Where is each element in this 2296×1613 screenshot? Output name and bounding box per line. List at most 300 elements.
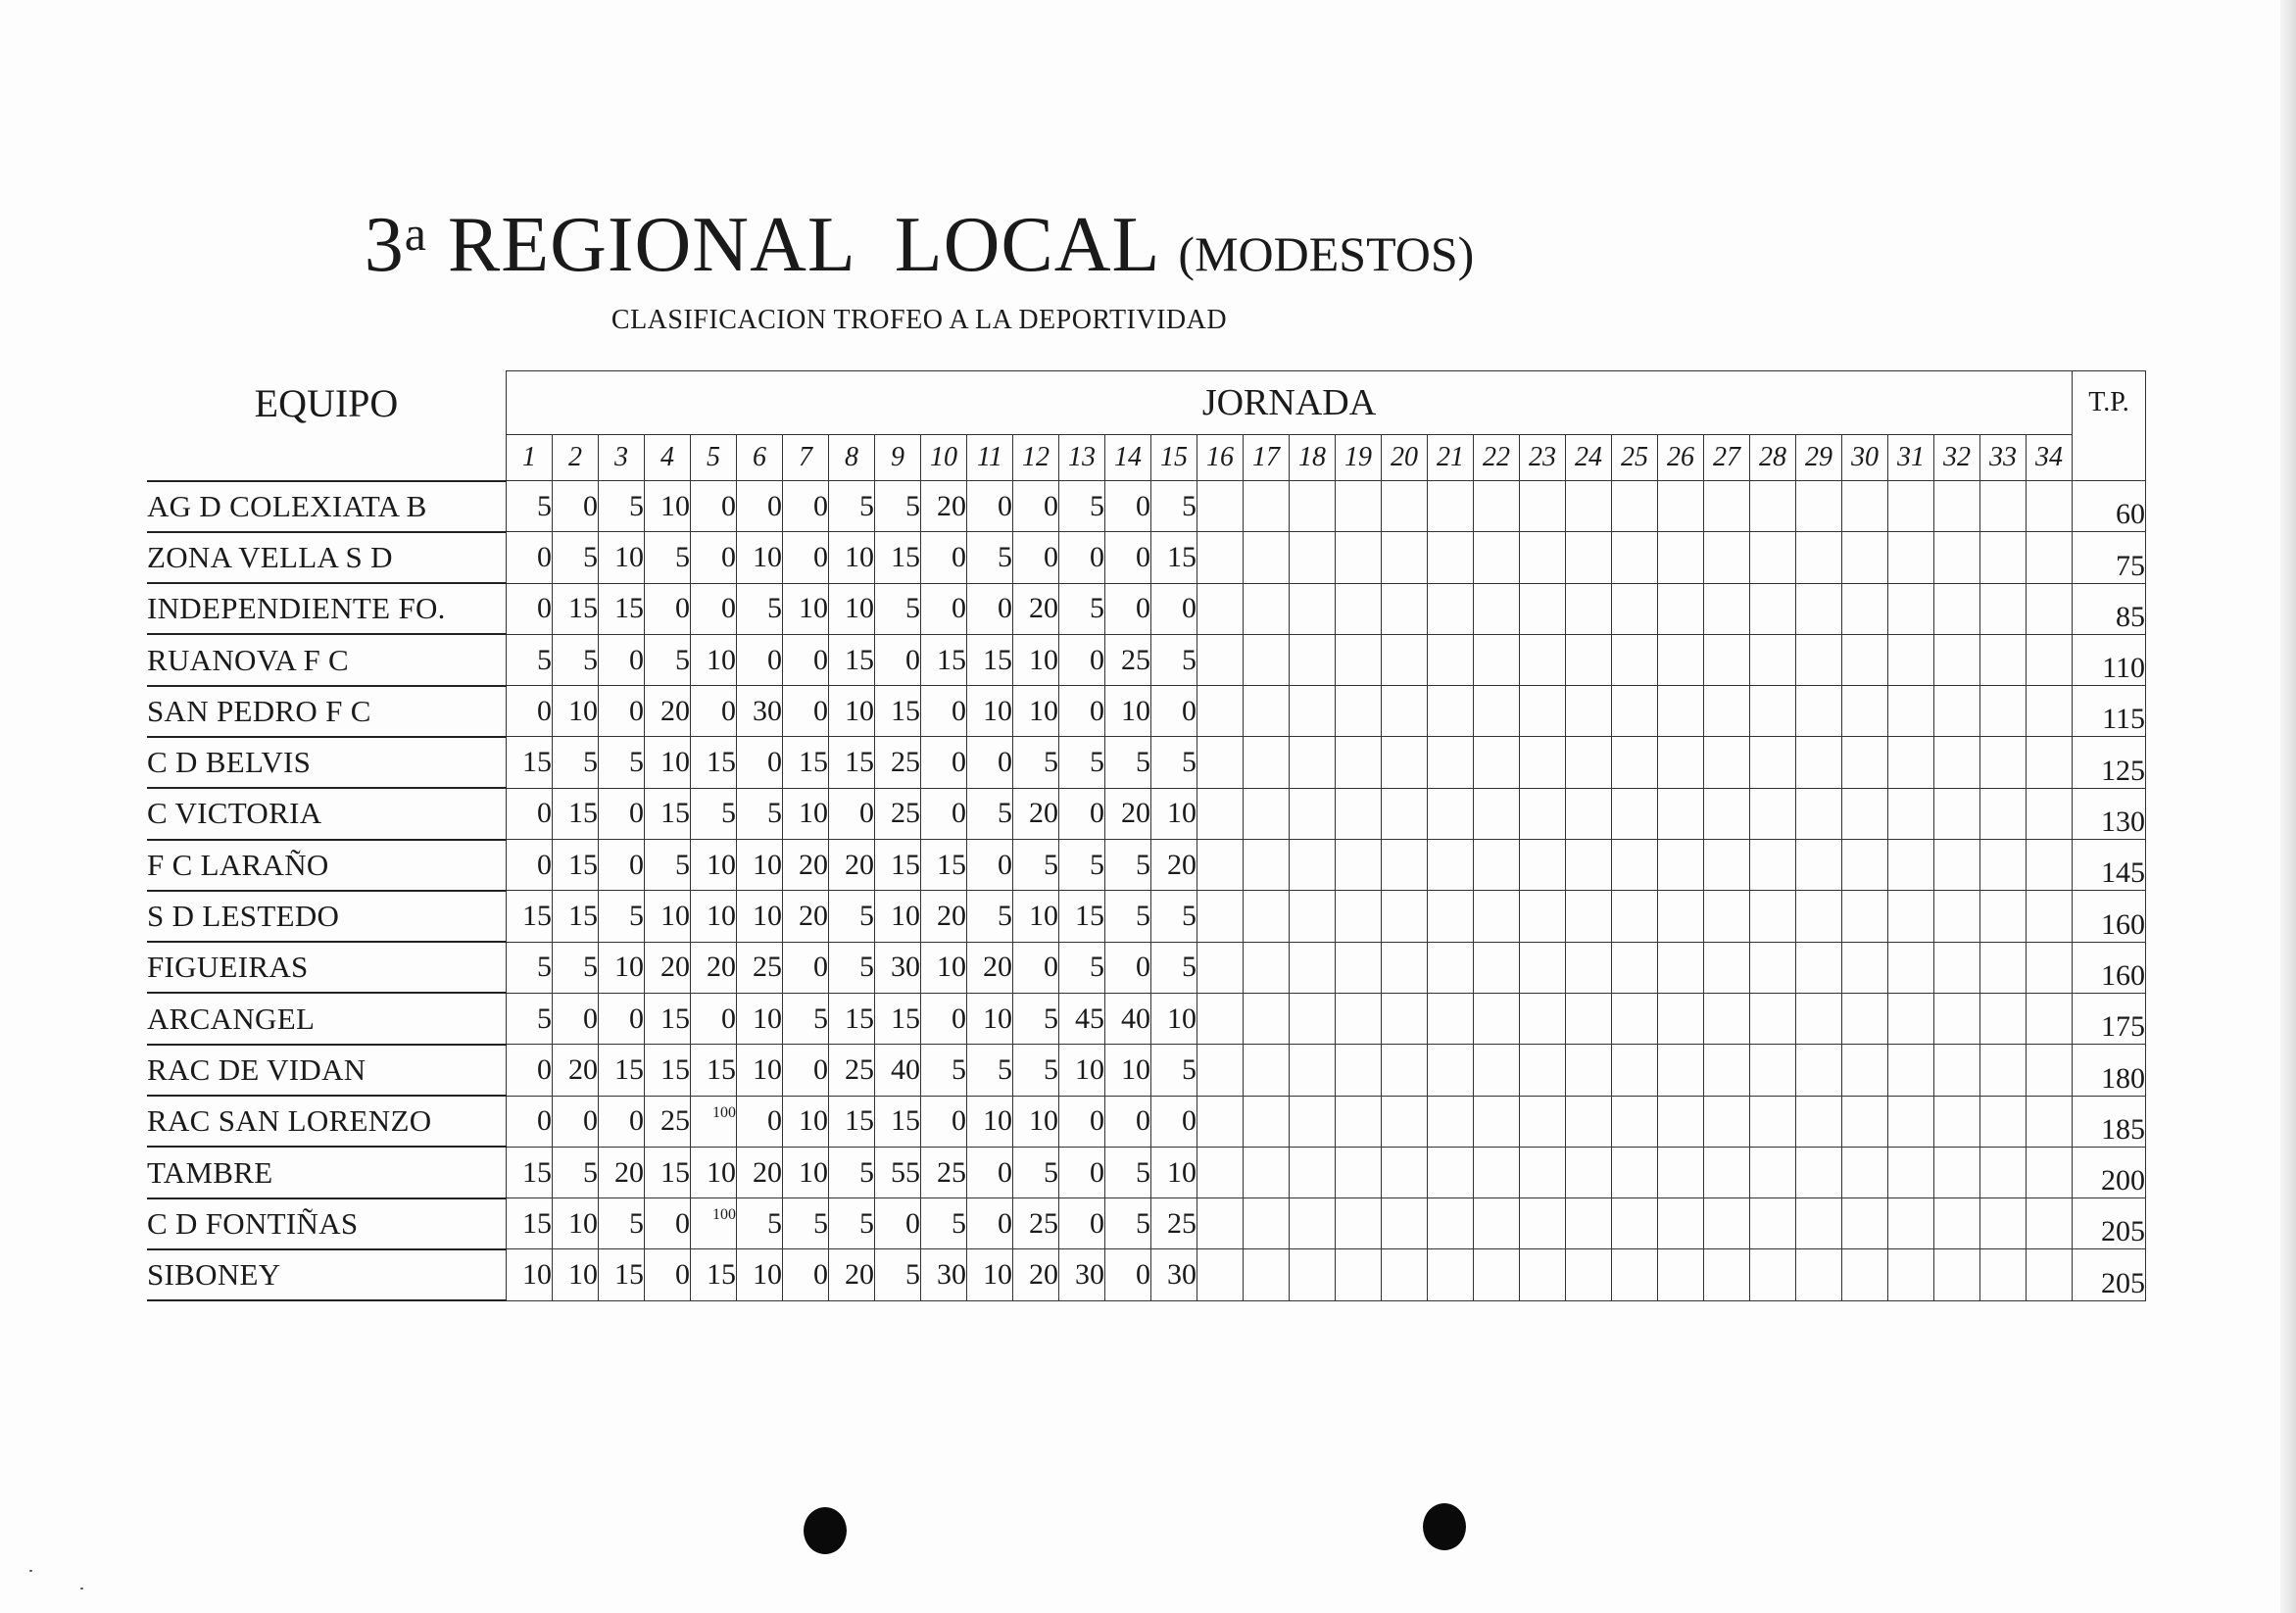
jornada-number: 20 bbox=[1382, 435, 1428, 481]
empty-cell bbox=[1934, 1198, 1980, 1249]
score-cell: 10 bbox=[829, 686, 875, 737]
empty-cell bbox=[1612, 840, 1658, 891]
empty-cell bbox=[1428, 1147, 1474, 1198]
jornada-number: 10 bbox=[921, 435, 967, 481]
score-cell: 15 bbox=[921, 634, 967, 685]
score-cell: 10 bbox=[1013, 634, 1059, 685]
score-cell: 10 bbox=[553, 1249, 599, 1300]
table-row bbox=[147, 993, 2146, 1044]
empty-cell bbox=[1612, 481, 1658, 532]
empty-cell bbox=[1382, 1096, 1428, 1147]
score-cell: 0 bbox=[921, 1096, 967, 1147]
empty-cell bbox=[2027, 1198, 2073, 1249]
table-row bbox=[147, 891, 2146, 942]
score-cell: 0 bbox=[645, 1198, 691, 1249]
score-cell: 15 bbox=[645, 788, 691, 839]
empty-cell bbox=[1290, 532, 1336, 583]
score-cell: 20 bbox=[553, 1045, 599, 1096]
jornada-number: 23 bbox=[1520, 435, 1566, 481]
empty-cell bbox=[1382, 1045, 1428, 1096]
empty-cell bbox=[1290, 737, 1336, 788]
header-row bbox=[147, 371, 2146, 435]
empty-cell bbox=[1428, 737, 1474, 788]
empty-cell bbox=[1382, 686, 1428, 737]
empty-cell bbox=[1428, 481, 1474, 532]
empty-cell bbox=[1704, 481, 1750, 532]
jornada-number: 32 bbox=[1934, 435, 1980, 481]
empty-cell bbox=[1750, 634, 1796, 685]
empty-cell bbox=[1382, 1249, 1428, 1300]
score-cell: 10 bbox=[737, 532, 783, 583]
empty-cell bbox=[1566, 1249, 1612, 1300]
jornada-number: 5 bbox=[691, 435, 737, 481]
empty-cell bbox=[1428, 891, 1474, 942]
total-points: 60 bbox=[2073, 481, 2146, 532]
empty-cell bbox=[1244, 891, 1290, 942]
empty-cell bbox=[2027, 1249, 2073, 1300]
total-points: 180 bbox=[2073, 1045, 2146, 1096]
score-cell: 5 bbox=[1059, 481, 1105, 532]
empty-cell bbox=[1750, 993, 1796, 1044]
empty-cell bbox=[1658, 1198, 1704, 1249]
score-cell: 20 bbox=[829, 1249, 875, 1300]
score-cell: 5 bbox=[737, 583, 783, 634]
empty-cell bbox=[1382, 1147, 1428, 1198]
empty-cell bbox=[1474, 1045, 1520, 1096]
empty-cell bbox=[1290, 891, 1336, 942]
empty-cell bbox=[1704, 1147, 1750, 1198]
binder-hole-right bbox=[1423, 1503, 1466, 1550]
table-row bbox=[147, 1045, 2146, 1096]
empty-cell bbox=[2027, 634, 2073, 685]
equipo-spacer bbox=[147, 435, 507, 481]
score-cell: 0 bbox=[875, 1198, 921, 1249]
team-name: C D FONTIÑAS bbox=[147, 1198, 507, 1249]
empty-cell bbox=[1888, 532, 1934, 583]
score-cell: 25 bbox=[737, 942, 783, 993]
empty-cell bbox=[1520, 481, 1566, 532]
standings-table bbox=[147, 370, 2146, 1301]
empty-cell bbox=[1612, 1045, 1658, 1096]
empty-cell bbox=[1197, 891, 1244, 942]
empty-cell bbox=[1612, 1198, 1658, 1249]
empty-cell bbox=[1290, 1045, 1336, 1096]
empty-cell bbox=[1888, 788, 1934, 839]
score-cell: 0 bbox=[1059, 686, 1105, 737]
empty-cell bbox=[1244, 1198, 1290, 1249]
score-cell: 20 bbox=[691, 942, 737, 993]
score-cell: 5 bbox=[553, 634, 599, 685]
team-name: C D BELVIS bbox=[147, 737, 507, 788]
empty-cell bbox=[1290, 583, 1336, 634]
score-cell: 10 bbox=[1151, 1147, 1197, 1198]
empty-cell bbox=[1934, 891, 1980, 942]
score-cell: 0 bbox=[507, 1096, 553, 1147]
score-cell: 0 bbox=[599, 840, 645, 891]
score-cell: 25 bbox=[1151, 1198, 1197, 1249]
score-cell: 5 bbox=[1105, 1147, 1151, 1198]
score-cell: 5 bbox=[1059, 737, 1105, 788]
empty-cell bbox=[1888, 481, 1934, 532]
empty-cell bbox=[1474, 1096, 1520, 1147]
empty-cell bbox=[1197, 737, 1244, 788]
empty-cell bbox=[1704, 686, 1750, 737]
score-cell: 0 bbox=[783, 1045, 829, 1096]
empty-cell bbox=[1888, 1198, 1934, 1249]
empty-cell bbox=[1842, 481, 1888, 532]
empty-cell bbox=[1290, 942, 1336, 993]
team-name: INDEPENDIENTE FO. bbox=[147, 583, 507, 634]
score-cell: 0 bbox=[967, 1198, 1013, 1249]
empty-cell bbox=[1796, 891, 1842, 942]
score-cell: 5 bbox=[1013, 993, 1059, 1044]
score-cell: 15 bbox=[507, 1147, 553, 1198]
score-cell: 10 bbox=[507, 1249, 553, 1300]
empty-cell bbox=[1750, 1249, 1796, 1300]
total-points: 145 bbox=[2073, 840, 2146, 891]
score-cell: 5 bbox=[1151, 737, 1197, 788]
empty-cell bbox=[1842, 532, 1888, 583]
empty-cell bbox=[1428, 942, 1474, 993]
score-cell: 0 bbox=[1059, 788, 1105, 839]
score-cell: 10 bbox=[645, 737, 691, 788]
score-cell: 20 bbox=[1013, 1249, 1059, 1300]
empty-cell bbox=[1842, 840, 1888, 891]
page-title bbox=[0, 201, 1838, 298]
empty-cell bbox=[1980, 1249, 2027, 1300]
empty-cell bbox=[1566, 1147, 1612, 1198]
title-suffix: (MODESTOS) bbox=[1178, 226, 1475, 281]
jornada-number: 18 bbox=[1290, 435, 1336, 481]
empty-cell bbox=[1934, 1249, 1980, 1300]
empty-cell bbox=[1934, 840, 1980, 891]
empty-cell bbox=[1704, 891, 1750, 942]
empty-cell bbox=[1520, 686, 1566, 737]
score-cell: 25 bbox=[1013, 1198, 1059, 1249]
table-row bbox=[147, 942, 2146, 993]
empty-cell bbox=[1474, 891, 1520, 942]
score-cell: 45 bbox=[1059, 993, 1105, 1044]
empty-cell bbox=[1382, 634, 1428, 685]
table-row bbox=[147, 583, 2146, 634]
empty-cell bbox=[1336, 737, 1382, 788]
empty-cell bbox=[1290, 1249, 1336, 1300]
empty-cell bbox=[1658, 942, 1704, 993]
empty-cell bbox=[1474, 1249, 1520, 1300]
empty-cell bbox=[1520, 1096, 1566, 1147]
score-cell: 5 bbox=[553, 942, 599, 993]
score-cell: 5 bbox=[829, 481, 875, 532]
empty-cell bbox=[1934, 737, 1980, 788]
score-cell: 0 bbox=[691, 686, 737, 737]
empty-cell bbox=[1566, 993, 1612, 1044]
empty-cell bbox=[1197, 481, 1244, 532]
score-cell: 10 bbox=[737, 1249, 783, 1300]
score-cell: 0 bbox=[1059, 634, 1105, 685]
empty-cell bbox=[1428, 1249, 1474, 1300]
empty-cell bbox=[1842, 686, 1888, 737]
team-name: ZONA VELLA S D bbox=[147, 532, 507, 583]
empty-cell bbox=[1336, 583, 1382, 634]
empty-cell bbox=[1290, 634, 1336, 685]
score-cell: 25 bbox=[829, 1045, 875, 1096]
empty-cell bbox=[2027, 788, 2073, 839]
title-block bbox=[0, 201, 1838, 337]
empty-cell bbox=[1842, 942, 1888, 993]
empty-cell bbox=[1750, 891, 1796, 942]
score-cell: 5 bbox=[1013, 1045, 1059, 1096]
empty-cell bbox=[1934, 481, 1980, 532]
jornada-number: 17 bbox=[1244, 435, 1290, 481]
empty-cell bbox=[1612, 634, 1658, 685]
score-cell: 0 bbox=[783, 634, 829, 685]
score-cell: 10 bbox=[737, 840, 783, 891]
table-row bbox=[147, 840, 2146, 891]
empty-cell bbox=[1566, 583, 1612, 634]
empty-cell bbox=[1244, 1147, 1290, 1198]
score-cell: 15 bbox=[691, 1045, 737, 1096]
equipo-header: EQUIPO bbox=[147, 371, 507, 435]
jornada-number: 11 bbox=[967, 435, 1013, 481]
score-cell: 15 bbox=[553, 840, 599, 891]
empty-cell bbox=[1197, 1198, 1244, 1249]
score-cell: 0 bbox=[691, 583, 737, 634]
empty-cell bbox=[1197, 1249, 1244, 1300]
empty-cell bbox=[1658, 634, 1704, 685]
score-cell: 30 bbox=[875, 942, 921, 993]
score-cell: 15 bbox=[875, 532, 921, 583]
total-points: 130 bbox=[2073, 788, 2146, 839]
score-cell: 10 bbox=[599, 532, 645, 583]
empty-cell bbox=[1980, 481, 2027, 532]
empty-cell bbox=[1336, 1198, 1382, 1249]
score-cell: 15 bbox=[553, 891, 599, 942]
empty-cell bbox=[1704, 840, 1750, 891]
score-cell: 0 bbox=[783, 532, 829, 583]
empty-cell bbox=[1566, 840, 1612, 891]
empty-cell bbox=[1796, 737, 1842, 788]
empty-cell bbox=[1704, 583, 1750, 634]
score-cell: 5 bbox=[875, 481, 921, 532]
scan-speck bbox=[80, 1588, 83, 1589]
empty-cell bbox=[1474, 737, 1520, 788]
empty-cell bbox=[1842, 788, 1888, 839]
empty-cell bbox=[1934, 942, 1980, 993]
score-cell: 10 bbox=[645, 891, 691, 942]
team-name: AG D COLEXIATA B bbox=[147, 481, 507, 532]
empty-cell bbox=[1888, 583, 1934, 634]
score-cell: 15 bbox=[875, 1096, 921, 1147]
empty-cell bbox=[1566, 686, 1612, 737]
team-name: SAN PEDRO F C bbox=[147, 686, 507, 737]
empty-cell bbox=[1980, 1096, 2027, 1147]
score-cell: 10 bbox=[783, 788, 829, 839]
jornada-number: 33 bbox=[1980, 435, 2027, 481]
jornada-number: 1 bbox=[507, 435, 553, 481]
empty-cell bbox=[1934, 1096, 1980, 1147]
table-row bbox=[147, 686, 2146, 737]
score-cell: 15 bbox=[645, 993, 691, 1044]
empty-cell bbox=[1750, 481, 1796, 532]
score-cell: 5 bbox=[1105, 840, 1151, 891]
score-cell: 10 bbox=[783, 1147, 829, 1198]
empty-cell bbox=[1566, 1198, 1612, 1249]
total-points: 160 bbox=[2073, 891, 2146, 942]
empty-cell bbox=[1474, 686, 1520, 737]
empty-cell bbox=[1842, 583, 1888, 634]
tp-spacer bbox=[2073, 435, 2146, 481]
score-cell: 20 bbox=[1013, 788, 1059, 839]
empty-cell bbox=[1658, 1147, 1704, 1198]
score-cell: 0 bbox=[553, 481, 599, 532]
empty-cell bbox=[1336, 891, 1382, 942]
score-cell: 15 bbox=[829, 993, 875, 1044]
jornada-number: 26 bbox=[1658, 435, 1704, 481]
score-cell: 5 bbox=[921, 1045, 967, 1096]
empty-cell bbox=[1612, 686, 1658, 737]
empty-cell bbox=[1520, 737, 1566, 788]
score-cell: 0 bbox=[1013, 532, 1059, 583]
jornada-numbers-row bbox=[147, 435, 2146, 481]
score-cell: 20 bbox=[1151, 840, 1197, 891]
empty-cell bbox=[1244, 583, 1290, 634]
empty-cell bbox=[1842, 737, 1888, 788]
score-cell: 5 bbox=[1151, 634, 1197, 685]
empty-cell bbox=[1566, 942, 1612, 993]
empty-cell bbox=[1796, 993, 1842, 1044]
empty-cell bbox=[1566, 634, 1612, 685]
score-cell: 15 bbox=[921, 840, 967, 891]
score-cell: 0 bbox=[783, 686, 829, 737]
score-cell: 10 bbox=[921, 942, 967, 993]
empty-cell bbox=[1336, 942, 1382, 993]
score-cell: 0 bbox=[829, 788, 875, 839]
score-cell: 10 bbox=[553, 1198, 599, 1249]
empty-cell bbox=[1336, 481, 1382, 532]
score-cell: 15 bbox=[1151, 532, 1197, 583]
jornada-number: 3 bbox=[599, 435, 645, 481]
jornada-number: 19 bbox=[1336, 435, 1382, 481]
score-cell: 5 bbox=[1151, 1045, 1197, 1096]
score-cell: 5 bbox=[1059, 583, 1105, 634]
score-cell: 5 bbox=[783, 1198, 829, 1249]
jornada-number: 6 bbox=[737, 435, 783, 481]
empty-cell bbox=[1704, 1045, 1750, 1096]
score-cell: 0 bbox=[967, 737, 1013, 788]
empty-cell bbox=[1336, 993, 1382, 1044]
empty-cell bbox=[1934, 1147, 1980, 1198]
empty-cell bbox=[1888, 891, 1934, 942]
empty-cell bbox=[1796, 840, 1842, 891]
score-cell: 5 bbox=[875, 583, 921, 634]
empty-cell bbox=[1382, 1198, 1428, 1249]
empty-cell bbox=[1842, 1249, 1888, 1300]
score-cell: 5 bbox=[1105, 1198, 1151, 1249]
empty-cell bbox=[1428, 686, 1474, 737]
score-cell: 15 bbox=[691, 1249, 737, 1300]
score-cell: 0 bbox=[1105, 481, 1151, 532]
empty-cell bbox=[1428, 788, 1474, 839]
empty-cell bbox=[1244, 788, 1290, 839]
score-cell: 10 bbox=[1013, 891, 1059, 942]
score-cell: 5 bbox=[1105, 737, 1151, 788]
score-cell: 10 bbox=[1105, 686, 1151, 737]
score-cell: 5 bbox=[645, 634, 691, 685]
empty-cell bbox=[1290, 840, 1336, 891]
empty-cell bbox=[1520, 1198, 1566, 1249]
team-name: F C LARAÑO bbox=[147, 840, 507, 891]
empty-cell bbox=[1704, 737, 1750, 788]
empty-cell bbox=[1244, 686, 1290, 737]
empty-cell bbox=[1934, 993, 1980, 1044]
empty-cell bbox=[1796, 788, 1842, 839]
jornada-number: 28 bbox=[1750, 435, 1796, 481]
empty-cell bbox=[1520, 1147, 1566, 1198]
empty-cell bbox=[1428, 1198, 1474, 1249]
score-cell: 10 bbox=[967, 1096, 1013, 1147]
empty-cell bbox=[1474, 634, 1520, 685]
table-row bbox=[147, 1147, 2146, 1198]
empty-cell bbox=[1750, 1045, 1796, 1096]
score-cell: 20 bbox=[599, 1147, 645, 1198]
empty-cell bbox=[1612, 942, 1658, 993]
table-row bbox=[147, 788, 2146, 839]
empty-cell bbox=[1704, 788, 1750, 839]
score-cell: 40 bbox=[875, 1045, 921, 1096]
empty-cell bbox=[1566, 1096, 1612, 1147]
score-cell: 5 bbox=[507, 481, 553, 532]
empty-cell bbox=[1796, 1096, 1842, 1147]
empty-cell bbox=[1980, 1198, 2027, 1249]
score-cell: 40 bbox=[1105, 993, 1151, 1044]
score-cell: 10 bbox=[1151, 788, 1197, 839]
empty-cell bbox=[1842, 1147, 1888, 1198]
jornada-number: 12 bbox=[1013, 435, 1059, 481]
empty-cell bbox=[1336, 1096, 1382, 1147]
score-cell: 10 bbox=[829, 583, 875, 634]
score-cell: 10 bbox=[967, 993, 1013, 1044]
score-cell: 20 bbox=[967, 942, 1013, 993]
empty-cell bbox=[1658, 840, 1704, 891]
empty-cell bbox=[1520, 993, 1566, 1044]
empty-cell bbox=[1612, 737, 1658, 788]
empty-cell bbox=[1474, 583, 1520, 634]
score-cell: 15 bbox=[875, 993, 921, 1044]
total-points: 185 bbox=[2073, 1096, 2146, 1147]
jornada-number: 22 bbox=[1474, 435, 1520, 481]
empty-cell bbox=[1197, 840, 1244, 891]
empty-cell bbox=[1382, 481, 1428, 532]
empty-cell bbox=[1566, 788, 1612, 839]
score-cell: 0 bbox=[645, 1249, 691, 1300]
score-cell: 0 bbox=[507, 686, 553, 737]
empty-cell bbox=[1842, 891, 1888, 942]
page-subtitle: CLASIFICACION TROFEO A LA DEPORTIVIDAD bbox=[611, 305, 1228, 335]
score-cell: 20 bbox=[921, 891, 967, 942]
empty-cell bbox=[1197, 634, 1244, 685]
score-cell: 15 bbox=[507, 891, 553, 942]
empty-cell bbox=[1842, 634, 1888, 685]
jornada-number: 8 bbox=[829, 435, 875, 481]
empty-cell bbox=[1612, 583, 1658, 634]
score-cell: 15 bbox=[875, 686, 921, 737]
score-cell: 0 bbox=[783, 1249, 829, 1300]
jornada-number: 9 bbox=[875, 435, 921, 481]
jornada-number: 34 bbox=[2027, 435, 2073, 481]
empty-cell bbox=[1520, 532, 1566, 583]
empty-cell bbox=[1750, 788, 1796, 839]
score-cell: 15 bbox=[599, 1249, 645, 1300]
